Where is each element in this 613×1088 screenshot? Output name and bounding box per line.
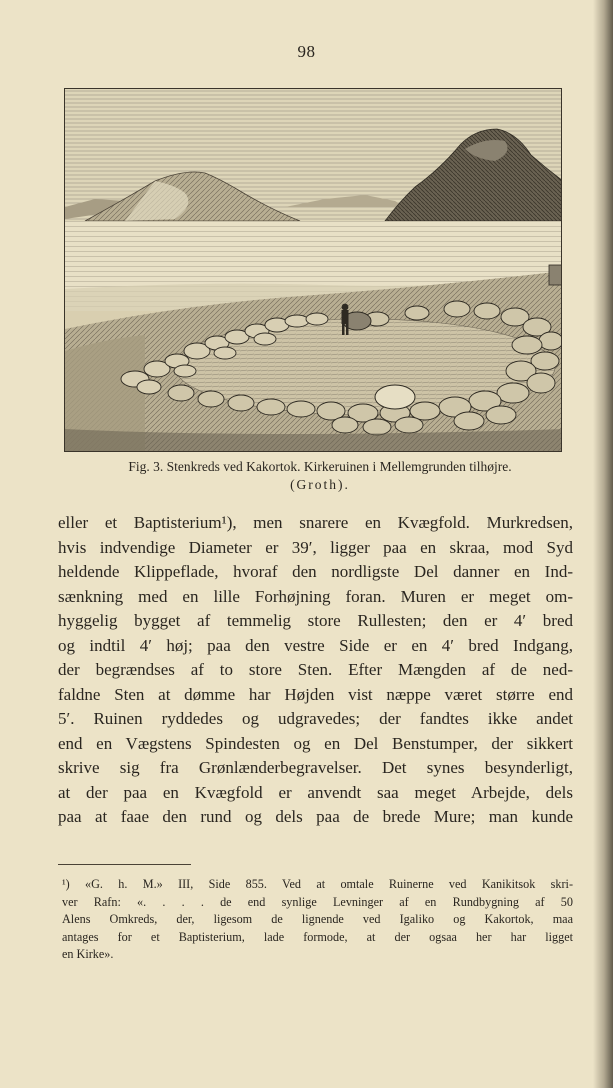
footnote-line: antages for et Baptisterium, lade formode, at der ogsaa her har ligget <box>62 929 573 944</box>
body-line: at der paa en Kvægfold er anvendt saa meget Arbejde, dels <box>58 782 573 802</box>
body-line: der begrændses af to store Sten. Efter Mængden af de ned- <box>58 660 573 679</box>
engraving-drawing <box>65 89 562 452</box>
body-line: 5′. Ruinen ryddedes og udgravedes; der fandtes ikke andet <box>58 709 573 728</box>
body-line: og indtil 4′ høj; paa den vestre Side er en 4′ bred Indgang, <box>58 635 573 655</box>
body-line: paa at faae den rund og dels paa de brede Mure; man kunde <box>58 807 573 826</box>
body-line: skrive sig fra Grønlænderbegravelser. Det synes besynderligt, <box>58 758 573 777</box>
body-paragraph <box>58 511 573 830</box>
page-edge-shadow <box>593 0 613 1088</box>
body-line: eller et Baptisterium¹), men snarere en Kvægfold. Murkredsen, <box>58 513 573 532</box>
body-line: faldne Sten at dømme har Højden vist næppe været større end <box>58 684 573 704</box>
page-number: 98 <box>297 42 316 61</box>
figure-caption <box>40 458 600 494</box>
caption-main-line <box>40 458 600 476</box>
footnote-line: ver Rafn: «. . . . de end synlige Levninger af en Rundbygning af 50 <box>62 894 573 909</box>
caption-text: Stenkreds ved Kakortok. Kirkeruinen i Mellemgrunden tilhøjre. <box>166 459 512 474</box>
footnote-divider <box>58 864 191 865</box>
figure-illustration <box>64 88 562 452</box>
footnote-line: ¹) «G. h. M.» III, Side 855. Ved at omtale Ruinerne ved Kanikitsok skri- <box>62 877 573 891</box>
footnote <box>62 876 573 964</box>
caption-credit: (Groth). <box>290 477 350 492</box>
body-line: end en Vægstens Spindesten og en Del Benstumper, der sikkert <box>58 733 573 753</box>
body-line: hvis indvendige Diameter er 39′, ligger paa en skraa, mod Syd <box>58 537 573 557</box>
body-line: heldende Klippeflade, hvoraf den nordligste Del danner en Ind- <box>58 562 573 581</box>
body-line: hyggelig bygget af temmelig store Rullesten; den er 4′ bred <box>58 611 573 630</box>
caption-label: Fig. 3. <box>128 459 164 474</box>
footnote-line: Alens Omkreds, der, ligesom de lignende ved Igaliko og Kakortok, maa <box>62 912 573 927</box>
body-line: sænkning med en lille Forhøjning foran. Muren er meget om- <box>58 586 573 606</box>
footnote-line: en Kirke». <box>62 947 114 962</box>
